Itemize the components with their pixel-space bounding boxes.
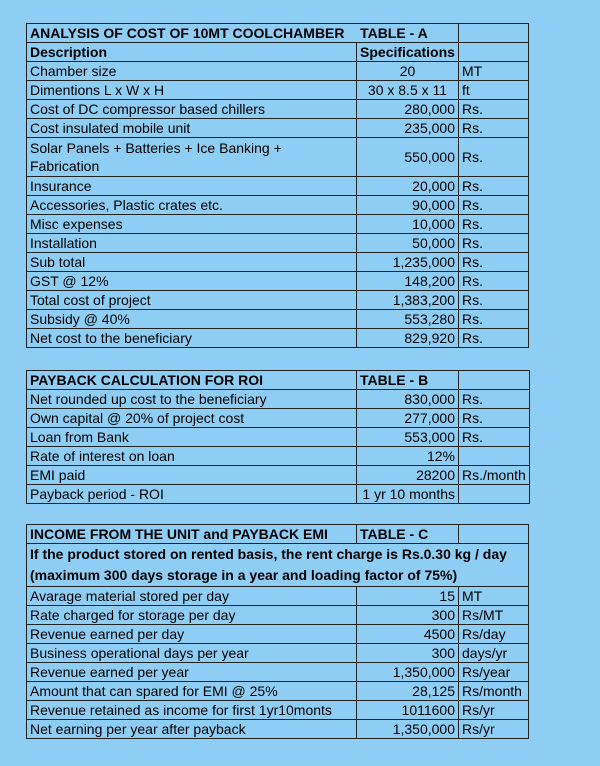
table-a-title-text: ANALYSIS OF COST OF 10MT COOLCHAMBER [30,25,345,41]
row-unit: Rs. [459,253,529,272]
row-unit: Rs./month [459,466,530,485]
row-unit: Rs. [459,428,530,447]
row-description: Cost of DC compressor based chillers [27,100,357,119]
row-value: 4500 [357,625,459,644]
row-unit: Rs. [459,291,529,310]
row-description: Installation [27,234,357,253]
empty-cell [459,24,529,43]
cost-analysis-table [26,23,529,348]
row-unit: Rs. [459,177,529,196]
table-row [27,272,529,291]
row-value: 50,000 [357,234,459,253]
row-description: Sub total [27,253,357,272]
row-description: GST @ 12% [27,272,357,291]
row-unit: Rs. [459,329,529,348]
row-value: 1,350,000 [357,720,459,739]
table-row [27,663,529,682]
table-row [27,485,530,504]
table-a-label: TABLE - A [360,25,428,41]
row-unit: Rs/MT [459,606,529,625]
row-unit: Rs. [459,310,529,329]
row-value: 28200 [357,466,459,485]
row-description: Net earning per year after payback [27,720,357,739]
row-description: Chamber size [27,62,357,81]
table-c-label: TABLE - C [357,525,459,544]
row-value: 300 [357,644,459,663]
row-description: Revenue earned per day [27,625,357,644]
row-value: 300 [357,606,459,625]
row-unit: Rs. [459,409,530,428]
table-b-title-row [27,371,530,390]
table-row [27,81,529,100]
table-row [27,409,530,428]
empty-cell [459,525,529,544]
table-row [27,720,529,739]
table-row [27,215,529,234]
row-description: Total cost of project [27,291,357,310]
table-row [27,682,529,701]
table-row [27,701,529,720]
row-value: 829,920 [357,329,459,348]
row-unit: MT [459,587,529,606]
row-description: Revenue retained as income for first 1yr10monts [27,701,357,720]
row-value: 90,000 [357,196,459,215]
row-description: Solar Panels + Batteries + Ice Banking + Fabrication [27,138,357,177]
row-unit [459,447,530,466]
table-row [27,196,529,215]
row-value: 280,000 [357,100,459,119]
table-row [27,253,529,272]
row-value: 15 [357,587,459,606]
row-description: Loan from Bank [27,428,357,447]
row-description: Insurance [27,177,357,196]
row-description: Dimentions L x W x H [27,81,357,100]
income-table [26,524,529,739]
row-description: Avarage material stored per day [27,587,357,606]
row-unit: Rs/year [459,663,529,682]
table-b-title: PAYBACK CALCULATION FOR ROI [27,371,357,390]
row-unit: Rs. [459,234,529,253]
row-description: Amount that can spared for EMI @ 25% [27,682,357,701]
row-value: 550,000 [357,138,459,177]
row-unit: Rs/yr [459,701,529,720]
row-value: 277,000 [357,409,459,428]
row-value: 553,000 [357,428,459,447]
table-row [27,428,530,447]
table-row [27,644,529,663]
table-row [27,100,529,119]
row-description: Misc expenses [27,215,357,234]
row-value: 1 yr 10 months [357,485,459,504]
row-unit: Rs/day [459,625,529,644]
table-row [27,447,530,466]
row-value: 830,000 [357,390,459,409]
table-row [27,62,529,81]
table-c-note-row [27,544,529,587]
row-description: Payback period - ROI [27,485,357,504]
row-unit: Rs. [459,138,529,177]
column-header-description: Description [27,43,357,62]
row-unit: Rs/yr [459,720,529,739]
row-unit: Rs. [459,119,529,138]
row-unit: MT [459,62,529,81]
payback-table [26,370,530,504]
row-description: EMI paid [27,466,357,485]
table-row [27,310,529,329]
table-row [27,177,529,196]
table-c-title: INCOME FROM THE UNIT and PAYBACK EMI [27,525,357,544]
row-value: 148,200 [357,272,459,291]
row-unit: Rs. [459,215,529,234]
table-row [27,291,529,310]
row-value: 28,125 [357,682,459,701]
table-row [27,119,529,138]
row-description: Own capital @ 20% of project cost [27,409,357,428]
row-unit: Rs. [459,100,529,119]
row-value: 553,280 [357,310,459,329]
row-description: Accessories, Plastic crates etc. [27,196,357,215]
row-value: 1,235,000 [357,253,459,272]
row-unit: ft [459,81,529,100]
table-c-note: If the product stored on rented basis, the rent charge is Rs.0.30 kg / day (maximum 300 days storage in a year and loading factor of 75%) [27,544,529,587]
row-value: 1,350,000 [357,663,459,682]
row-unit: Rs/month [459,682,529,701]
row-value: 10,000 [357,215,459,234]
row-value: 235,000 [357,119,459,138]
row-value: 20,000 [357,177,459,196]
row-unit [459,485,530,504]
column-header-specifications: Specifications [357,43,459,62]
table-row [27,329,529,348]
row-value: 30 x 8.5 x 11 [357,81,459,100]
row-value: 12% [357,447,459,466]
row-unit: Rs. [459,390,530,409]
row-description: Cost insulated mobile unit [27,119,357,138]
row-description: Net cost to the beneficiary [27,329,357,348]
table-a-title-row [27,24,529,43]
table-row [27,606,529,625]
row-unit: days/yr [459,644,529,663]
row-unit: Rs. [459,272,529,291]
row-description: Net rounded up cost to the beneficiary [27,390,357,409]
row-value: 1011600 [357,701,459,720]
table-row [27,466,530,485]
row-value: 1,383,200 [357,291,459,310]
table-b-label: TABLE - B [357,371,459,390]
table-c-title-row [27,525,529,544]
row-description: Rate of interest on loan [27,447,357,466]
table-row [27,234,529,253]
table-a-header-row [27,43,529,62]
empty-cell [459,43,529,62]
row-description: Business operational days per year [27,644,357,663]
table-a-title [27,24,459,43]
table-row [27,625,529,644]
row-unit: Rs. [459,196,529,215]
table-row [27,138,529,177]
table-row [27,587,529,606]
row-description: Revenue earned per year [27,663,357,682]
empty-cell [459,371,530,390]
row-description: Rate charged for storage per day [27,606,357,625]
table-row [27,390,530,409]
row-description: Subsidy @ 40% [27,310,357,329]
row-value: 20 [357,62,459,81]
